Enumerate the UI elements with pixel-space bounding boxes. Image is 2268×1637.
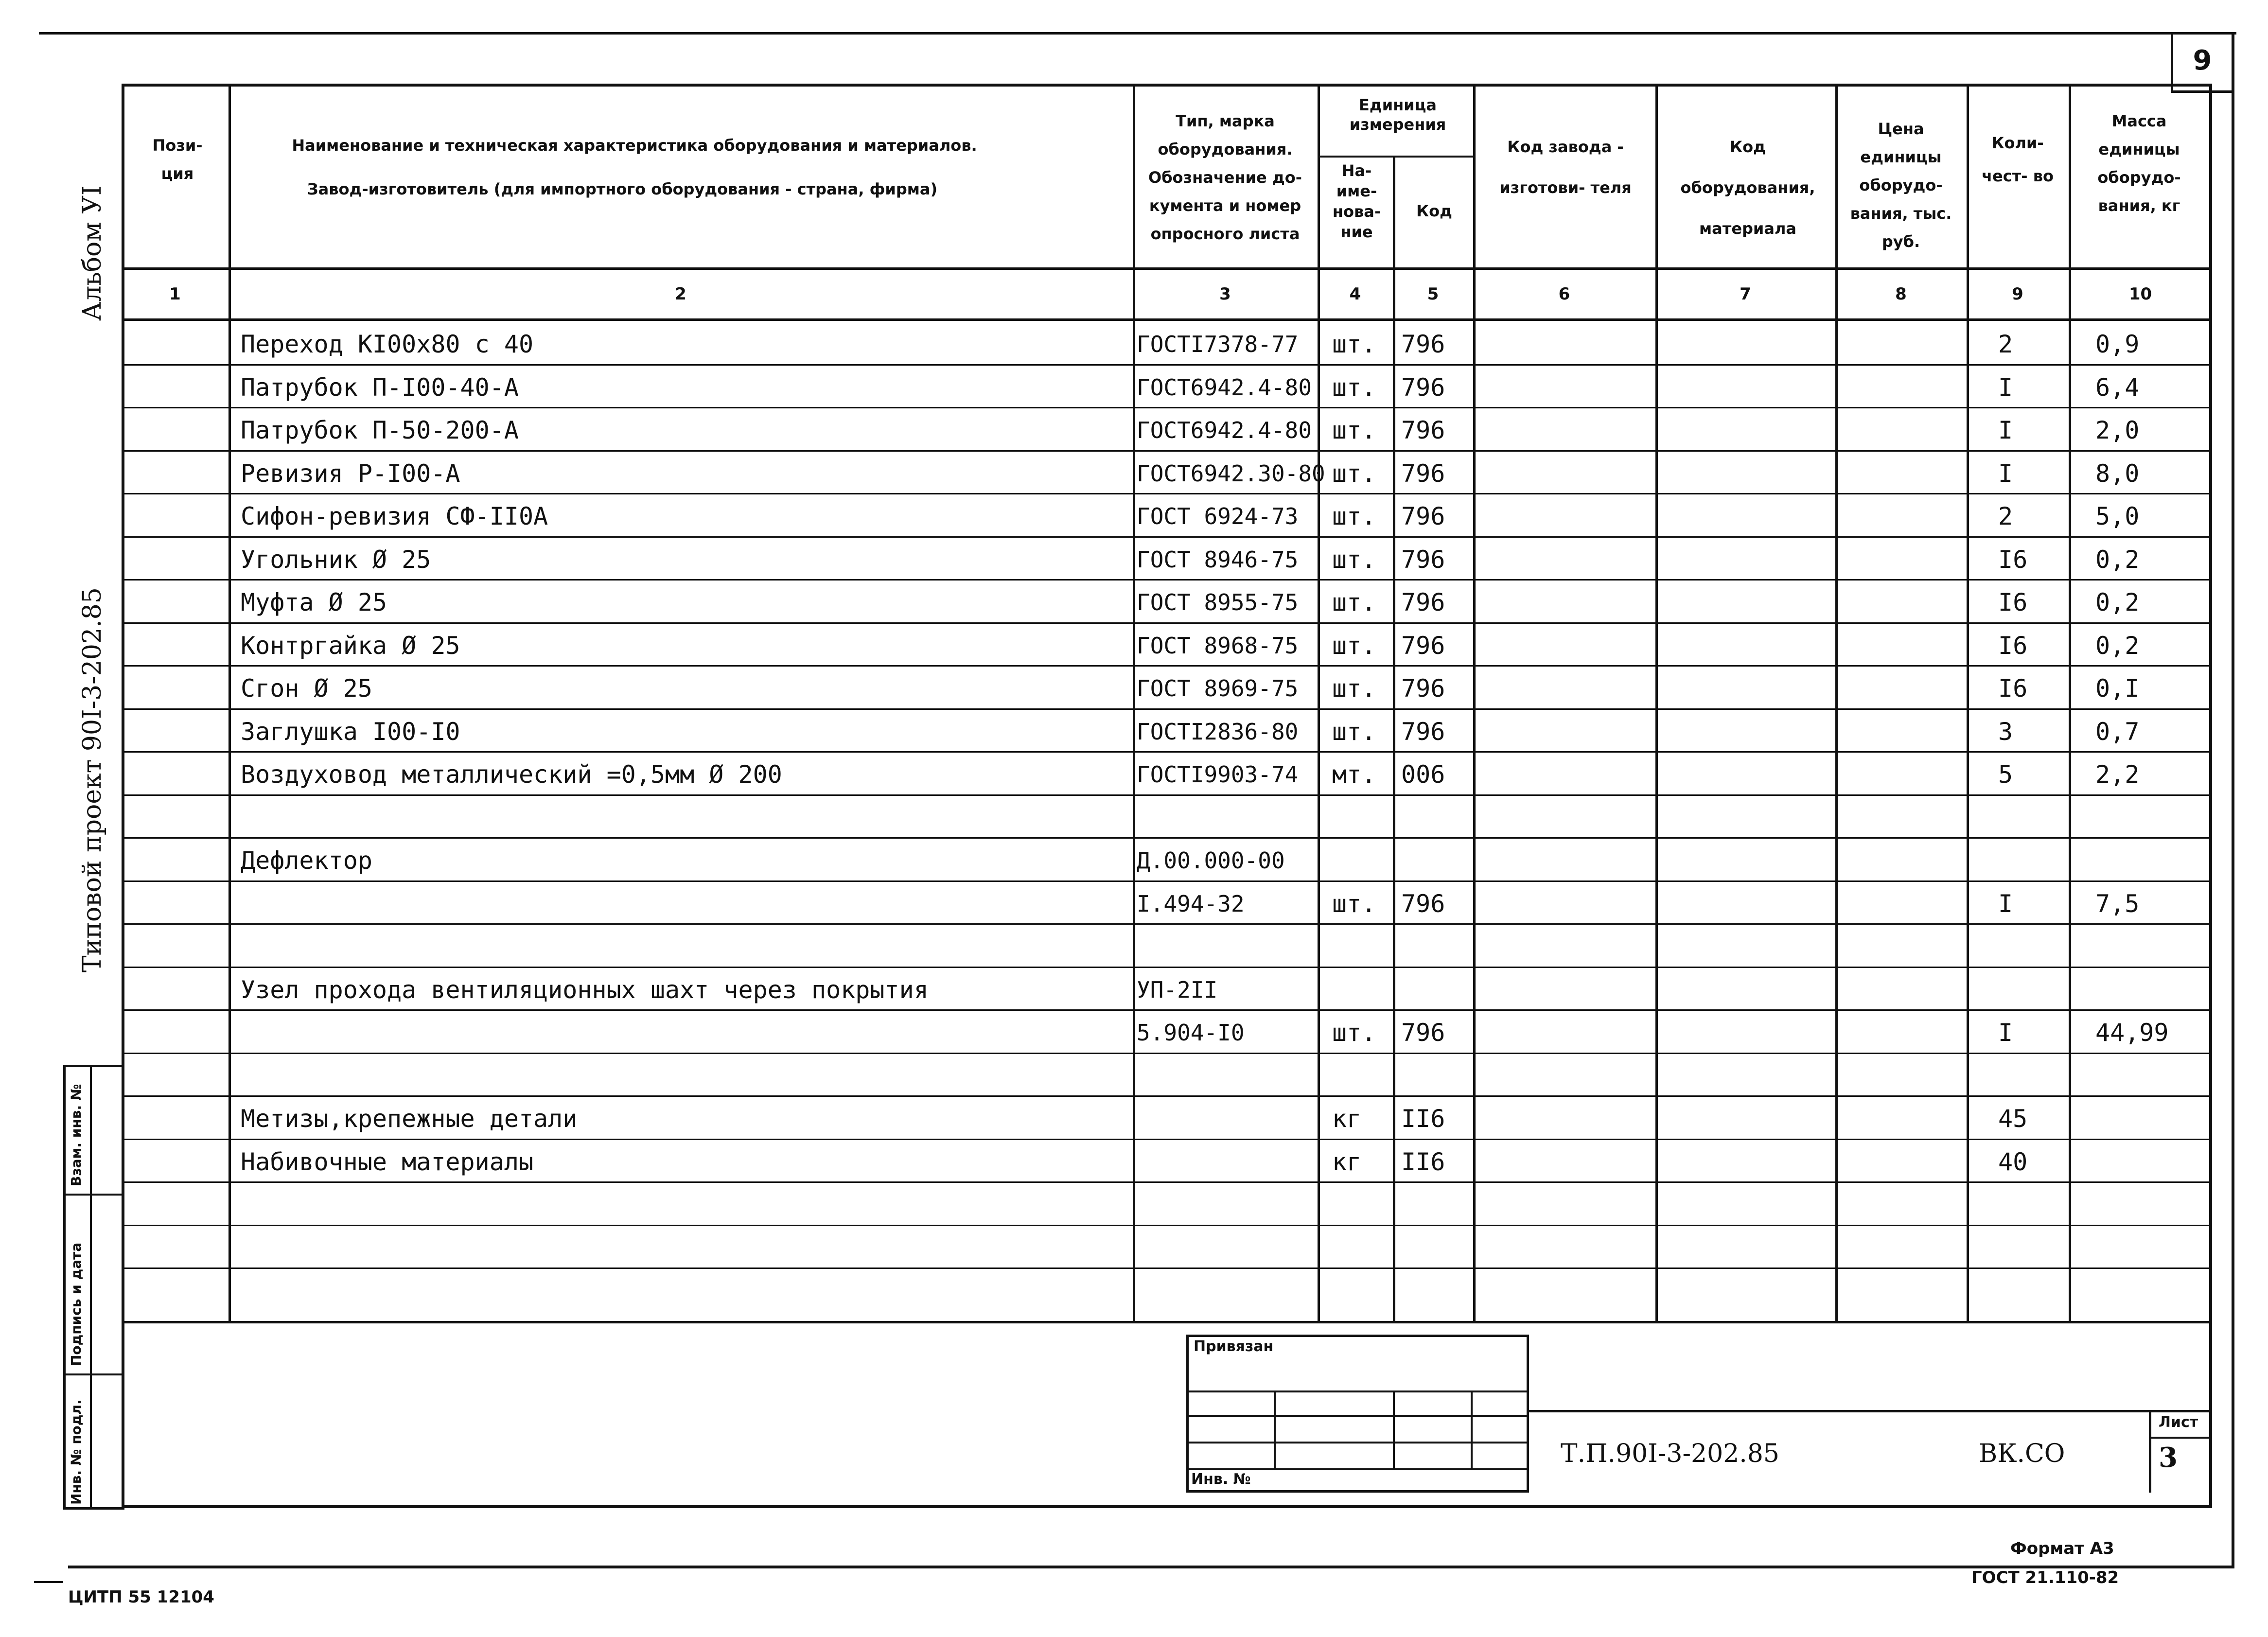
item-type: ГОСТ6942.4-80 bbox=[1137, 417, 1312, 443]
row-divider bbox=[122, 794, 2212, 796]
item-unit: шт. bbox=[1332, 459, 1376, 488]
header-col1: Пози- ция bbox=[152, 136, 203, 183]
item-unit: шт. bbox=[1332, 674, 1376, 703]
title-block-top bbox=[1529, 1410, 2212, 1412]
stamp-h2 bbox=[1186, 1415, 1529, 1417]
item-unit: кг bbox=[1332, 1105, 1362, 1133]
project-label: Типовой проект 90I-3-202.85 bbox=[78, 587, 107, 972]
item-code: II6 bbox=[1401, 1105, 1445, 1133]
side-stamp-h2 bbox=[63, 1373, 124, 1375]
column-number: 10 bbox=[2128, 284, 2152, 304]
item-type: I.494-32 bbox=[1137, 891, 1245, 917]
item-mass: 7,5 bbox=[2095, 890, 2140, 918]
item-code: 796 bbox=[1401, 373, 1445, 402]
item-name: Муфта Ø 25 bbox=[241, 588, 387, 616]
column-number: 7 bbox=[1740, 284, 1751, 304]
column-number: 1 bbox=[169, 284, 181, 304]
item-name: Заглушка I00-I0 bbox=[241, 718, 460, 746]
item-qty: 40 bbox=[1998, 1148, 2028, 1176]
item-mass: 0,I bbox=[2095, 674, 2140, 703]
header-col4: На- име- нова- ние bbox=[1332, 161, 1381, 241]
item-qty: I bbox=[1998, 1019, 2013, 1047]
side-sign-date: Подпись и дата bbox=[68, 1242, 84, 1366]
footer-dash bbox=[34, 1581, 63, 1583]
column-number: 5 bbox=[1427, 284, 1439, 304]
item-code: 796 bbox=[1401, 546, 1445, 574]
item-code: II6 bbox=[1401, 1148, 1445, 1176]
item-type: ГОСТ 8946-75 bbox=[1137, 546, 1299, 573]
stamp-v3 bbox=[1471, 1391, 1473, 1468]
colnum-bottom-line bbox=[122, 318, 2212, 321]
item-name: Узел прохода вентиляционных шахт через покрытия bbox=[241, 976, 929, 1004]
item-mass: 0,2 bbox=[2095, 632, 2140, 660]
row-divider bbox=[122, 579, 2212, 581]
row-divider bbox=[122, 967, 2212, 968]
row-divider bbox=[122, 536, 2212, 538]
item-qty: I bbox=[1998, 416, 2013, 444]
item-mass: 0,9 bbox=[2095, 330, 2140, 358]
gost-label: ГОСТ 21.110-82 bbox=[1971, 1568, 2119, 1587]
row-divider bbox=[122, 1225, 2212, 1226]
side-stamp-divider bbox=[90, 1065, 92, 1510]
item-unit: шт. bbox=[1332, 330, 1376, 358]
item-unit: шт. bbox=[1332, 632, 1376, 660]
row-divider bbox=[122, 1181, 2212, 1183]
column-number: 9 bbox=[2012, 284, 2023, 304]
side-inv-orig: Инв. № подл. bbox=[68, 1399, 84, 1505]
row-divider bbox=[122, 493, 2212, 494]
item-type: ГОСТ 6924-73 bbox=[1137, 503, 1299, 529]
header-bottom-line bbox=[122, 267, 2212, 270]
item-qty: 3 bbox=[1998, 718, 2013, 746]
header-col2-line2: Завод-изготовитель (для импортного оборудования - страна, фирма) bbox=[307, 180, 938, 198]
item-mass: 0,2 bbox=[2095, 588, 2140, 616]
item-name: Сифон-ревизия СФ-II0А bbox=[241, 502, 548, 530]
item-name: Патрубок П-I00-40-А bbox=[241, 373, 519, 402]
item-name: Дефлектор bbox=[241, 846, 372, 875]
top-border bbox=[39, 32, 2236, 35]
item-unit: мт. bbox=[1332, 760, 1376, 789]
item-unit: шт. bbox=[1332, 1019, 1376, 1047]
row-divider bbox=[122, 407, 2212, 408]
row-divider bbox=[122, 1053, 2212, 1054]
stamp-v2 bbox=[1393, 1391, 1395, 1468]
item-unit: шт. bbox=[1332, 890, 1376, 918]
format-label: Формат А3 bbox=[2010, 1539, 2114, 1558]
item-type: ГОСТ 8969-75 bbox=[1137, 675, 1299, 702]
item-type: УП-2II bbox=[1137, 977, 1218, 1003]
header-col7: Код оборудования, материала bbox=[1680, 138, 1815, 238]
item-code: 796 bbox=[1401, 890, 1445, 918]
item-code: 796 bbox=[1401, 718, 1445, 746]
item-qty: I bbox=[1998, 459, 2013, 488]
outer-right-border bbox=[2232, 32, 2234, 1568]
header-col5: Код bbox=[1416, 202, 1452, 220]
album-label: Альбом УI bbox=[78, 185, 107, 321]
item-mass: 6,4 bbox=[2095, 373, 2140, 402]
sheet-label: Лист bbox=[2159, 1414, 2198, 1431]
stamp-bound-label: Привязан bbox=[1194, 1338, 1274, 1355]
item-code: 796 bbox=[1401, 330, 1445, 358]
sheet-cell-split bbox=[2149, 1437, 2212, 1439]
item-unit: шт. bbox=[1332, 373, 1376, 402]
item-mass: 44,99 bbox=[2095, 1019, 2169, 1047]
item-qty: I6 bbox=[1998, 632, 2028, 660]
col-line-4 bbox=[1393, 156, 1395, 1323]
item-mass: 2,2 bbox=[2095, 760, 2140, 789]
item-type: ГОСТ 8968-75 bbox=[1137, 633, 1299, 659]
item-qty: 2 bbox=[1998, 502, 2013, 530]
item-unit: шт. bbox=[1332, 588, 1376, 616]
stamp-v1 bbox=[1274, 1391, 1276, 1468]
item-mass: 0,7 bbox=[2095, 718, 2140, 746]
item-type: ГОСТI9903-74 bbox=[1137, 761, 1299, 788]
item-code: 796 bbox=[1401, 632, 1445, 660]
item-name: Переход КI00х80 с 40 bbox=[241, 330, 534, 358]
row-divider bbox=[122, 1139, 2212, 1140]
side-inv-replace: Взам. инв. № bbox=[68, 1084, 84, 1186]
item-unit: шт. bbox=[1332, 546, 1376, 574]
item-qty: I6 bbox=[1998, 674, 2028, 703]
tsitp-label: ЦИТП 55 12104 bbox=[68, 1587, 214, 1607]
item-qty: 2 bbox=[1998, 330, 2013, 358]
item-mass: 2,0 bbox=[2095, 416, 2140, 444]
unit-header-split bbox=[1318, 156, 1476, 158]
row-divider bbox=[122, 751, 2212, 753]
row-divider bbox=[122, 1267, 2212, 1269]
item-name: Набивочные материалы bbox=[241, 1148, 534, 1176]
column-number: 8 bbox=[1895, 284, 1907, 304]
header-col3: Тип, марка оборудования. Обозначение до- кумента и номер опросного листа bbox=[1148, 112, 1302, 243]
item-type: ГОСТI2836-80 bbox=[1137, 719, 1299, 745]
item-name: Сгон Ø 25 bbox=[241, 674, 372, 703]
stamp-h4 bbox=[1186, 1468, 1529, 1470]
item-name: Патрубок П-50-200-А bbox=[241, 416, 519, 444]
table-body-bottom bbox=[122, 1321, 2212, 1323]
item-type: 5.904-I0 bbox=[1137, 1020, 1245, 1046]
column-number: 6 bbox=[1558, 284, 1570, 304]
item-code: 796 bbox=[1401, 1019, 1445, 1047]
item-qty: 5 bbox=[1998, 760, 2013, 789]
row-divider bbox=[122, 1009, 2212, 1011]
item-qty: I6 bbox=[1998, 588, 2028, 616]
item-name: Контргайка Ø 25 bbox=[241, 632, 460, 660]
item-qty: I bbox=[1998, 373, 2013, 402]
item-name: Угольник Ø 25 bbox=[241, 546, 431, 574]
row-divider bbox=[122, 880, 2212, 882]
item-code: 796 bbox=[1401, 502, 1445, 530]
item-type: Д.00.000-00 bbox=[1137, 847, 1285, 874]
item-code: 006 bbox=[1401, 760, 1445, 789]
item-code: 796 bbox=[1401, 588, 1445, 616]
item-mass: 0,2 bbox=[2095, 546, 2140, 574]
item-name: Метизы,крепежные детали bbox=[241, 1105, 578, 1133]
side-stamp-h1 bbox=[63, 1194, 124, 1196]
header-col45: Единица измерения bbox=[1349, 96, 1446, 134]
item-type: ГОСТI7378-77 bbox=[1137, 331, 1299, 357]
doc-code: Т.П.90I-3-202.85 bbox=[1561, 1439, 1779, 1468]
item-qty: I bbox=[1998, 890, 2013, 918]
item-code: 796 bbox=[1401, 674, 1445, 703]
item-name: Воздуховод металлический =0,5мм Ø 200 bbox=[241, 760, 782, 789]
row-divider bbox=[122, 837, 2212, 839]
row-divider bbox=[122, 450, 2212, 452]
stamp-inv-label: Инв. № bbox=[1191, 1471, 1251, 1488]
sheet-value: 3 bbox=[2159, 1442, 2178, 1474]
header-col9: Коли- чест- во bbox=[1982, 134, 2054, 185]
outer-bottom-border bbox=[68, 1566, 2234, 1568]
item-type: ГОСТ6942.30-80 bbox=[1137, 460, 1325, 487]
doc-mark: ВК.СО bbox=[1979, 1439, 2065, 1468]
item-mass: 8,0 bbox=[2095, 459, 2140, 488]
sheet-number: 9 bbox=[2193, 45, 2212, 76]
item-code: 796 bbox=[1401, 459, 1445, 488]
row-divider bbox=[122, 622, 2212, 624]
header-col10: Масса единицы оборудо- вания, кг bbox=[2097, 112, 2181, 215]
item-unit: шт. bbox=[1332, 416, 1376, 444]
item-name: Ревизия Р-I00-А bbox=[241, 459, 460, 488]
item-qty: 45 bbox=[1998, 1105, 2028, 1133]
header-col8: Цена единицы оборудо- вания, тыс. руб. bbox=[1850, 120, 1952, 251]
sheet-cell-left bbox=[2149, 1410, 2151, 1493]
row-divider bbox=[122, 1095, 2212, 1097]
row-divider bbox=[122, 665, 2212, 667]
item-type: ГОСТ 8955-75 bbox=[1137, 589, 1299, 616]
column-number: 4 bbox=[1349, 284, 1361, 304]
item-unit: кг bbox=[1332, 1148, 1362, 1176]
item-unit: шт. bbox=[1332, 718, 1376, 746]
item-code: 796 bbox=[1401, 416, 1445, 444]
header-col2-line1: Наименование и техническая характеристика оборудования и материалов. bbox=[292, 136, 977, 155]
header-col6: Код завода - изготови- теля bbox=[1499, 138, 1632, 197]
row-divider bbox=[122, 923, 2212, 925]
stamp-h1 bbox=[1186, 1391, 1529, 1392]
item-unit: шт. bbox=[1332, 502, 1376, 530]
item-type: ГОСТ6942.4-80 bbox=[1137, 374, 1312, 401]
row-divider bbox=[122, 708, 2212, 710]
item-qty: I6 bbox=[1998, 546, 2028, 574]
column-number: 3 bbox=[1219, 284, 1231, 304]
stamp-h3 bbox=[1186, 1442, 1529, 1443]
item-mass: 5,0 bbox=[2095, 502, 2140, 530]
column-number: 2 bbox=[675, 284, 686, 304]
row-divider bbox=[122, 364, 2212, 366]
